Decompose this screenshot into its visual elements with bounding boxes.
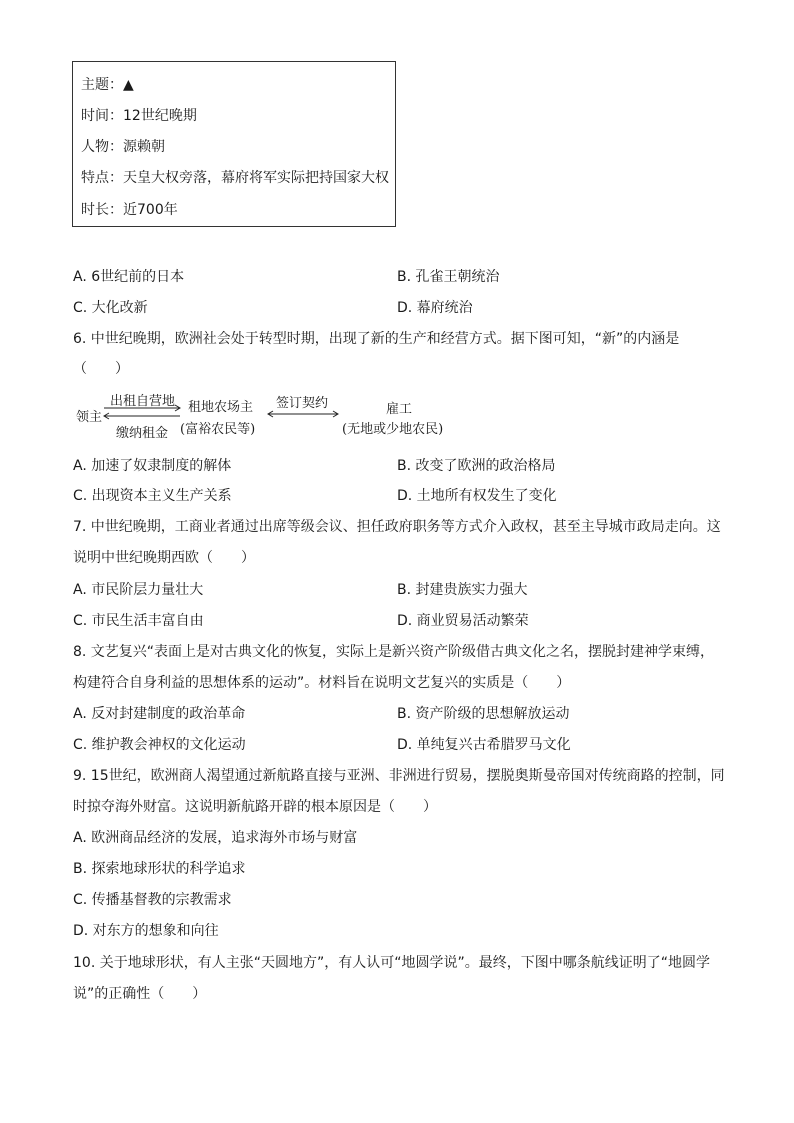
- q8-option-d[interactable]: D. 单纯复兴古希腊罗马文化: [397, 737, 571, 753]
- q9-stem-line2: 时掠夺海外财富。这说明新航路开辟的根本原因是（ ）: [73, 799, 437, 815]
- q6-option-b[interactable]: B. 改变了欧洲的政治格局: [397, 458, 556, 474]
- q6-option-a[interactable]: A. 加速了奴隶制度的解体: [73, 458, 232, 474]
- box-theme: 主题：▲: [81, 77, 134, 93]
- diagram-hired-note: (无地或少地农民): [342, 422, 444, 437]
- q5-option-c[interactable]: C. 大化改新: [73, 300, 148, 316]
- diagram-contract: 签订契约: [276, 396, 329, 411]
- q8-stem-line2: 构建符合自身利益的思想体系的运动”。材料旨在说明文艺复兴的实质是（ ）: [73, 675, 571, 691]
- q7-option-a[interactable]: A. 市民阶层力量壮大: [73, 582, 204, 598]
- diagram-lease-land: 出租自营地: [110, 394, 176, 409]
- q9-option-c[interactable]: C. 传播基督教的宗教需求: [73, 892, 232, 908]
- q7-stem-line1: 7. 中世纪晚期，工商业者通过出席等级会议、担任政府职务等方式介入政权，甚至主导城市政局走向。这: [73, 519, 721, 535]
- q6-option-c[interactable]: C. 出现资本主义生产关系: [73, 488, 232, 504]
- q9-option-a[interactable]: A. 欧洲商品经济的发展，追求海外市场与财富: [73, 830, 358, 846]
- box-duration: 时长：近700年: [81, 202, 178, 218]
- q6-stem-line1: 6. 中世纪晚期，欧洲社会处于转型时期，出现了新的生产和经营方式。据下图可知，“新”的内涵是: [73, 331, 680, 347]
- diagram-pay-rent: 缴纳租金: [116, 426, 169, 441]
- q7-option-d[interactable]: D. 商业贸易活动繁荣: [397, 613, 529, 629]
- q6-diagram: [76, 388, 496, 440]
- q5-option-a[interactable]: A. 6世纪前的日本: [73, 269, 185, 285]
- q7-stem-line2: 说明中世纪晚期西欧（ ）: [73, 550, 255, 566]
- q8-stem-line1: 8. 文艺复兴“表面上是对古典文化的恢复，实际上是新兴资产阶级借古典文化之名，摆脱封建神学束缚，: [73, 644, 715, 660]
- q9-option-b[interactable]: B. 探索地球形状的科学追求: [73, 861, 246, 877]
- q8-option-b[interactable]: B. 资产阶级的思想解放运动: [397, 706, 570, 722]
- q6-stem-line2: （ ）: [73, 361, 129, 377]
- q7-option-c[interactable]: C. 市民生活丰富自由: [73, 613, 204, 629]
- box-time: 时间：12世纪晚期: [81, 108, 197, 124]
- q9-stem-line1: 9. 15世纪，欧洲商人渴望通过新航路直接与亚洲、非洲进行贸易，摆脱奥斯曼帝国对传统商路的控制，同: [73, 768, 725, 784]
- box-feature: 特点：天皇大权旁落，幕府将军实际把持国家大权: [81, 170, 389, 186]
- info-box: [72, 61, 396, 227]
- q5-option-d[interactable]: D. 幕府统治: [397, 300, 473, 316]
- q6-option-d[interactable]: D. 土地所有权发生了变化: [397, 488, 557, 504]
- diagram-hired: 雇工: [386, 402, 413, 417]
- diagram-tenant-note: (富裕农民等): [180, 422, 256, 437]
- box-person: 人物：源赖朝: [81, 139, 165, 155]
- diagram-tenant: 租地农场主: [188, 400, 254, 415]
- q8-option-a[interactable]: A. 反对封建制度的政治革命: [73, 706, 246, 722]
- diagram-lord: 领主: [76, 410, 103, 425]
- q5-option-b[interactable]: B. 孔雀王朝统治: [397, 269, 500, 285]
- q7-option-b[interactable]: B. 封建贵族实力强大: [397, 582, 528, 598]
- q10-stem-line1: 10. 关于地球形状，有人主张“天圆地方”，有人认可“地圆学说”。最终，下图中哪条航线证明了“地圆学: [73, 955, 710, 971]
- q9-option-d[interactable]: D. 对东方的想象和向往: [73, 923, 219, 939]
- q10-stem-line2: 说”的正确性（ ）: [73, 986, 207, 1002]
- q8-option-c[interactable]: C. 维护教会神权的文化运动: [73, 737, 246, 753]
